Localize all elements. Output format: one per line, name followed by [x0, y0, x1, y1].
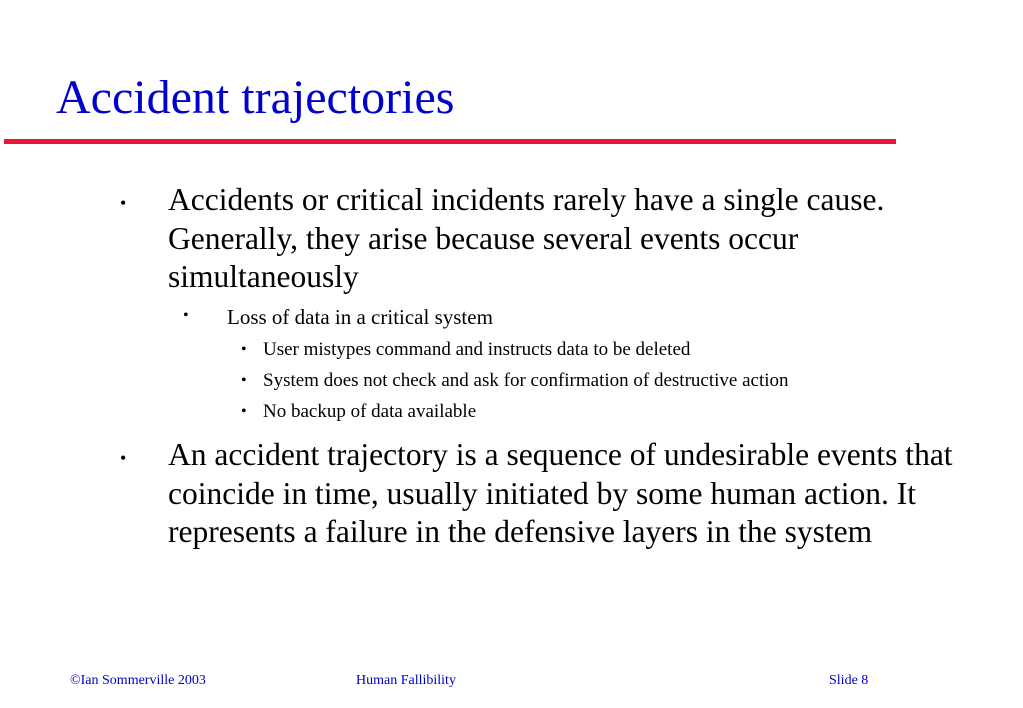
- bullet-icon: •: [241, 372, 247, 389]
- footer-slide-number: Slide 8: [829, 673, 869, 688]
- footer-topic: Human Fallibility: [356, 673, 456, 688]
- bullet-icon: •: [120, 448, 127, 468]
- bullet-icon: •: [241, 403, 247, 420]
- bullet-text: An accident trajectory is a sequence of undesirable events that coincide in time, usually initiated by some human action. It represents a failure in the defensive layers in the system: [168, 437, 953, 549]
- sub-sub-bullet-text: No backup of data available: [263, 401, 477, 422]
- bullet-icon: •: [120, 193, 127, 213]
- bullet-icon: •: [241, 341, 247, 358]
- sub-sub-bullet-text: System does not check and ask for confirmation of destructive action: [263, 370, 789, 391]
- sub-sub-bullet-text: User mistypes command and instructs data to be deleted: [263, 339, 691, 360]
- slide-title: Accident trajectories: [56, 71, 455, 124]
- sub-bullet-text: Loss of data in a critical system: [227, 305, 493, 329]
- footer-copyright: ©Ian Sommerville 2003: [70, 673, 206, 688]
- bullet-text: Accidents or critical incidents rarely have a single cause. Generally, they arise because several events occur simultaneously: [168, 182, 885, 294]
- bullet-icon: •: [183, 307, 189, 324]
